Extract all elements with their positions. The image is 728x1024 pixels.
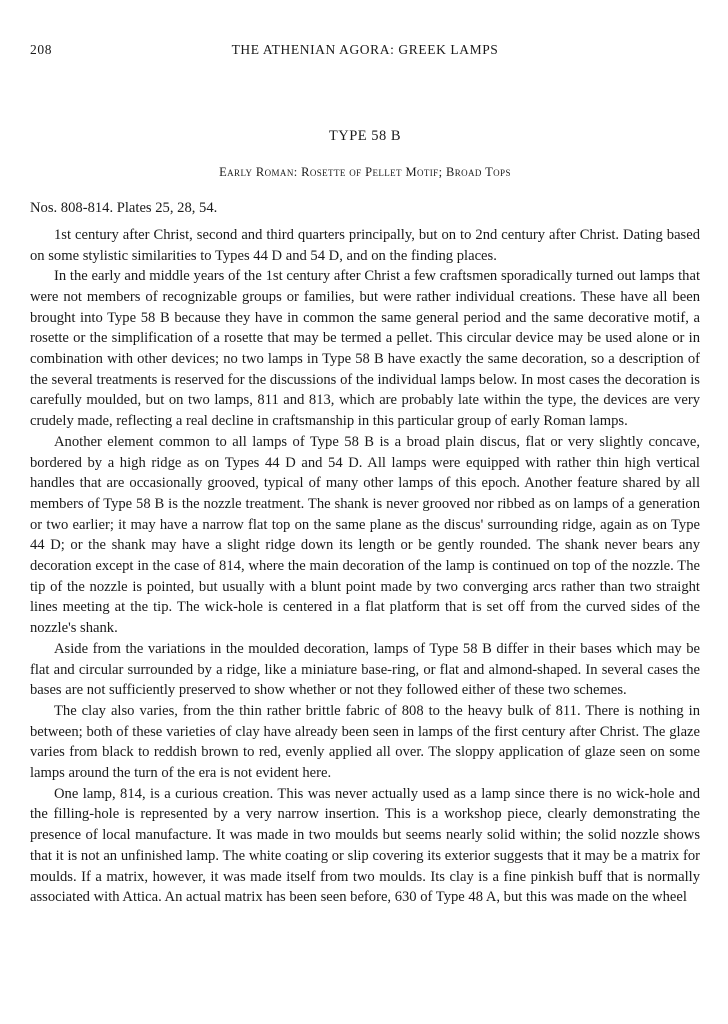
section-title: TYPE 58 B: [328, 128, 402, 144]
paragraph-bases: Aside from the variations in the moulded decoration, lamps of Type 58 B differ in their bases which may be flat and circular surrounded by a ridge, like a miniature base-ring, or flat and almond-shaped. In several cases the bases are not sufficiently preserved to show whether or not they followed either of these two schemes.: [30, 640, 700, 699]
body-text: [30, 225, 700, 908]
paragraph-common-elements: Another element common to all lamps of Type 58 B is a broad plain discus, flat or very slightly concave, bordered by a high ridge as on Types 44 D and 54 D. All lamps were equipped with rather thin high vertical handles that are occasionally grooved, typical of many other lamps of this epoch. Another feature shared by all members of Type 58 B is the nozzle treatment. The shank is never grooved nor ribbed as on lamps of a generation or two earlier; it may have a narrow flat top on the same plane as the discus' surrounding ridge, again as on Type 44 D; or the shank may have a slight ridge down its length or be gently rounded. The shank never bears any decoration except in the case of 814, where the main decoration of the lamp is continued on top of the nozzle. The tip of the nozzle is pointed, but usually with a blunt point made by two converging arcs rather than two straight lines meeting at the tip. The wick-hole is centered in a flat platform that is set off from the curved sides of the nozzle's shank.: [30, 433, 700, 637]
paragraph-clay-glaze: The clay also varies, from the thin rather brittle fabric of 808 to the heavy bulk of 811. There is nothing in between; both of these varieties of clay have already been seen in lamps of the first century after Christ. The glaze varies from black to reddish brown to red, evenly applied all over. The sloppy application of glaze seen on some lamps around the turn of the era is not evident here.: [30, 702, 700, 782]
page: [30, 42, 700, 908]
paragraph-origins: In the early and middle years of the 1st century after Christ a few craftsmen sporadically turned out lamps that were not members of recognizable groups or families, but were rather individual creations. These have all been brought into Type 58 B because they have in common the same general period and the same decorative motif, a rosette or the simplification of a rosette that may be termed a pellet. This circular device may be used alone or in combination with other devices; no two lamps in Type 58 B have exactly the same decoration, so a description of the several treatments is reserved for the discussions of the individual lamps below. In most cases the decoration is carefully moulded, but on two lamps, 811 and 813, which are probably late within the type, the devices are very crudely made, reflecting a real decline in craftsmanship in this particular group of early Roman lamps.: [30, 268, 700, 430]
paragraph-lamp-814: One lamp, 814, is a curious creation. This was never actually used as a lamp since there is no wick-hole and the filling-hole is represented by a very narrow insertion. This is a workshop piece, clearly demonstrating the presence of local manufacture. It was made in two moulds but seems nearly solid within; the solid nozzle shows that it is not an unfinished lamp. The white coating or slip covering its exterior suggests that it may be a matrix for moulds. If a matrix, however, it was made itself from two moulds. Its clay is a fine pinkish buff that is normally associated with Attica. An actual matrix has been seen before, 630 of Type 48 A, but this was made on the wheel: [30, 785, 700, 906]
catalogue-references: Nos. 808-814. Plates 25, 28, 54.: [30, 200, 218, 216]
paragraph-dating: 1st century after Christ, second and third quarters principally, but on to 2nd century after Christ. Dating based on some stylistic similarities to Types 44 D and 54 D, and on the finding places.: [30, 226, 700, 264]
running-head: [30, 42, 700, 64]
section-subtitle: Early Roman: Rosette of Pellet Motif; Broad Tops: [219, 165, 511, 179]
page-number: 208: [30, 42, 53, 57]
running-title: THE ATHENIAN AGORA: GREEK LAMPS: [231, 42, 499, 57]
